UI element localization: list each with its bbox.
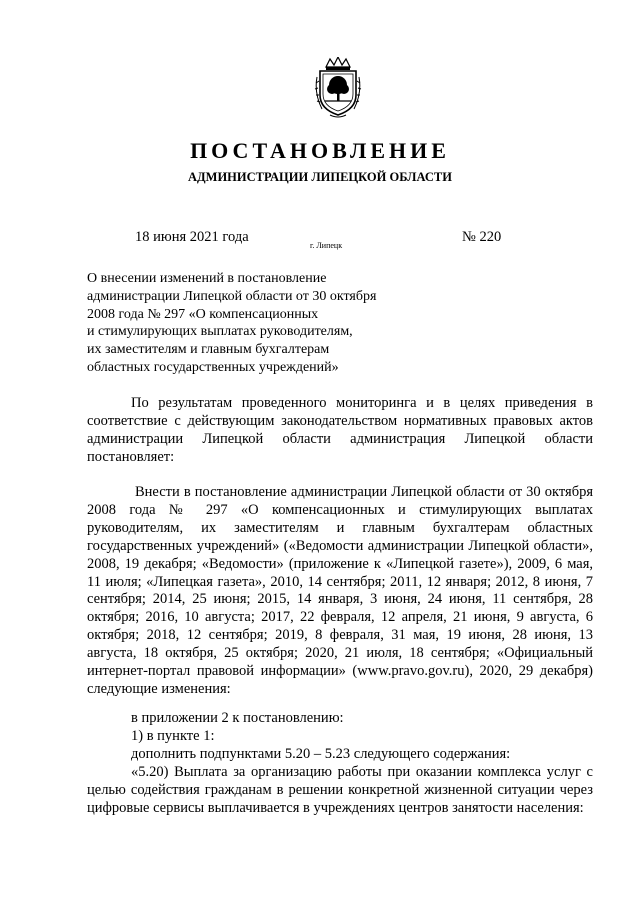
amendment-intro: в приложении 2 к постановлению:	[131, 710, 344, 726]
document-date: 18 июня 2021 года	[135, 229, 249, 245]
subject-line: 2008 года № 297 «О компенсационных	[87, 306, 319, 322]
amendment-point: 1) в пункте 1:	[131, 727, 215, 744]
document-number: № 220	[462, 229, 502, 245]
amendment-add: дополнить подпунктами 5.20 – 5.23 следующего содержания:	[131, 745, 511, 762]
subject-line: О внесении изменений в постановление	[87, 271, 327, 286]
document-subject	[87, 270, 407, 377]
subject-line: их заместителям и главным бухгалтерам	[87, 342, 330, 358]
decree-paragraph: Внести в постановление администрации Липецкой области от 30 октября 2008 года № 297 «О компенсационных и стимулирующих выплатах руководителям, их заместителям и главным бухгалтерам областных государственных учреждений» («Ведомости администрации Липецкой области», 2008, 19 декабря; «Ведомости» (приложение к «Липецкой газете»), 2009, 6 мая, 11 июля; «Липецкая газета», 2010, 14 сентября; 2011, 12 января; 2012, 8 июня, 7 сентября; 2014, 25 июня; 2015, 14 января, 3 июня, 24 июня, 11 сентября, 28 октября; 2016, 10 августа; 2017, 22 февраля, 12 апреля, 21 июня, 9 августа, 6 октября; 2018, 12 сентября; 2019, 8 февраля, 31 мая, 19 июня, 28 июня, 13 августа, 18 октября, 25 октября; 2020, 21 июля, 18 сентября; «Официальный интернет-портал правовой информации» (www.pravo.gov.ru), 2020, 29 декабря) следующие изменения:	[87, 484, 593, 697]
amendment-text: «5.20) Выплата за организацию работы при оказании комплекса услуг с целью содействия гражданам в решении конкретной жизненной ситуации через цифровые сервисы выплачивается в учреждениях центров занятости населения:	[87, 763, 593, 816]
amendments-section	[87, 710, 593, 817]
subject-line: и стимулирующих выплатах руководителям,	[87, 324, 353, 340]
document-title: ПОСТАНОВЛЕНИЕ	[190, 138, 450, 163]
preamble-paragraph: По результатам проведенного мониторинга и в целях приведения в соответствие с действующим законодательством нормативных правовых актов администрации Липецкой области администрация Липецкой области постановляет:	[87, 395, 593, 465]
subject-line: областных государственных учреждений»	[87, 359, 339, 375]
coat-of-arms-emblem	[314, 57, 362, 119]
subject-line: администрации Липецкой области от 30 октября	[87, 288, 377, 304]
document-city: г. Липецк	[310, 241, 343, 250]
issuing-authority: АДМИНИСТРАЦИИ ЛИПЕЦКОЙ ОБЛАСТИ	[188, 170, 452, 184]
